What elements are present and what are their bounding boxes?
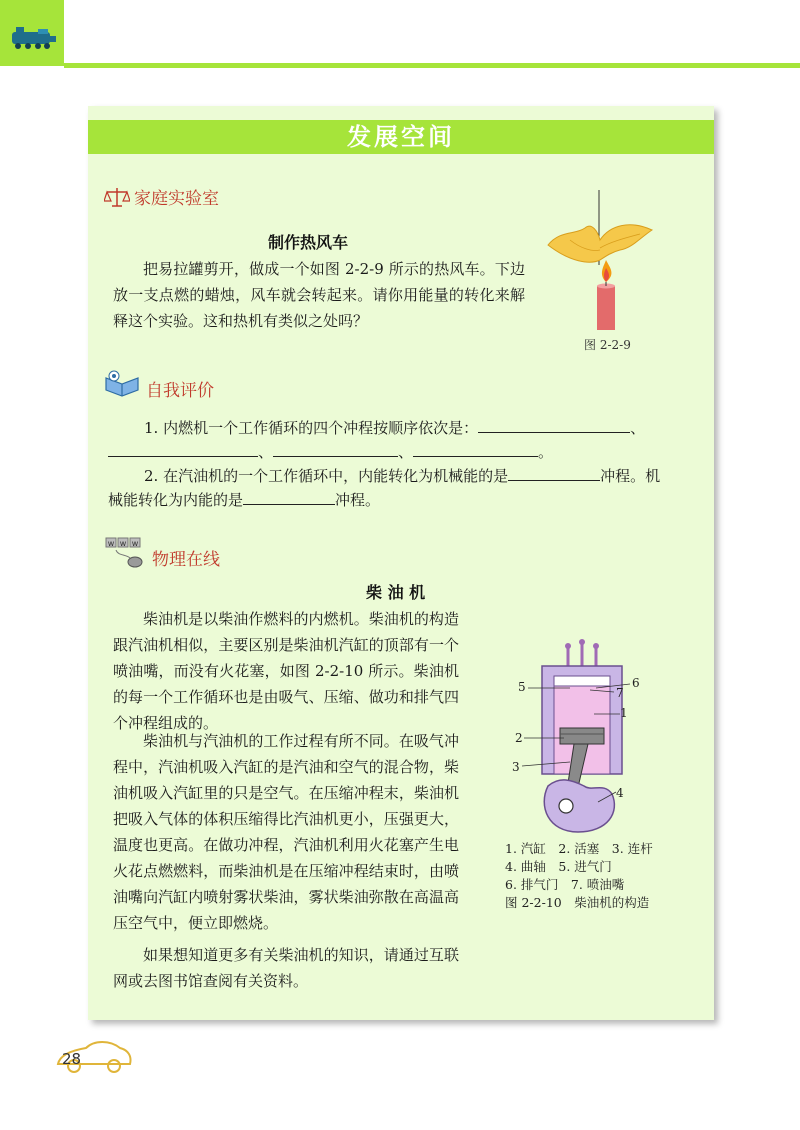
lab-heading: 家庭实验室 — [134, 189, 219, 209]
part-label-3: 3 — [512, 760, 520, 774]
answer-blank-1[interactable] — [478, 418, 630, 433]
period-1: 。 — [538, 443, 554, 461]
question-2-part-d: 冲程。 — [335, 491, 381, 509]
lab-text: 把易拉罐剪开，做成一个如图 2-2-9 所示的热风车。下边放一支点燃的蜡烛，风车就会转起来。请你用能量的转化来解释这个实验。这和热机有类似之处吗？ — [113, 260, 525, 330]
comma-2: 、 — [258, 443, 274, 461]
online-heading: 物理在线 — [152, 550, 220, 570]
windmill-candle-figure — [540, 190, 660, 338]
top-bar — [0, 0, 800, 72]
question-2-part-a: 2. 在汽油机的一个工作循环中，内能转化为机械能的是 — [144, 467, 509, 485]
part-label-6: 6 — [632, 676, 640, 690]
figure-2-2-10-caption: 图 2-2-10 柴油机的构造 — [505, 895, 650, 910]
comma-1: 、 — [630, 419, 646, 437]
train-icon — [8, 24, 58, 52]
svg-text:w: w — [131, 539, 139, 548]
section-title: 发展空间 — [88, 120, 714, 154]
part-label-7: 7 — [616, 686, 624, 700]
scale-icon — [104, 186, 130, 208]
online-paragraph-2: 柴油机与汽油机的工作过程有所不同。在吸气冲程中，汽油机吸入汽缸的是汽油和空气的混合物，柴油机吸入汽缸里的只是空气。在压缩冲程末，柴油机把吸入气体的体积压缩得比汽油机更小，压强更大，温度也更高。在做功冲程，汽油机利用火花塞产生电火花点燃燃料，而柴油机是在压缩冲程结束时，由喷油嘴向汽缸内喷射雾状柴油，雾状柴油弥散在高温高压空气中，便立即燃烧。 — [113, 732, 459, 932]
question-1-line-2 — [108, 442, 553, 462]
answer-blank-6[interactable] — [243, 490, 335, 505]
diesel-engine-figure — [508, 636, 668, 836]
answer-blank-5[interactable] — [508, 466, 600, 481]
question-2-part-b: 冲程。机 — [600, 467, 661, 485]
figure-2-2-9-caption: 图 2-2-9 — [584, 338, 631, 352]
top-rule — [64, 63, 800, 68]
question-2-part-c: 械能转化为内能的是 — [108, 491, 244, 509]
question-2-line-1 — [144, 466, 660, 486]
page-number: 28 — [62, 1050, 82, 1068]
svg-text:w: w — [107, 539, 115, 548]
diesel-legend — [505, 840, 653, 912]
part-label-5: 5 — [518, 680, 526, 694]
www-mouse-icon — [104, 536, 148, 570]
answer-blank-4[interactable] — [413, 442, 538, 457]
book-icon — [104, 370, 140, 398]
legend-line-1: 1. 汽缸 2. 活塞 3. 连杆 — [505, 841, 653, 856]
question-1-prefix: 1. 内燃机一个工作循环的四个冲程按顺序依次是： — [144, 419, 479, 437]
online-paragraph-1: 柴油机是以柴油作燃料的内燃机。柴油机的构造跟汽油机相似，主要区别是柴油机汽缸的顶部有一个喷油嘴，而没有火花塞，如图 2-2-10 所示。柴油机的每一个工作循环也是由吸气、压缩、做功和排气四个冲程组成的。 — [113, 610, 459, 732]
comma-3: 、 — [398, 443, 414, 461]
answer-blank-3[interactable] — [273, 442, 398, 457]
self-eval-heading: 自我评价 — [146, 381, 214, 401]
online-article-title: 柴 油 机 — [366, 583, 426, 602]
answer-blank-2[interactable] — [108, 442, 258, 457]
legend-line-2: 4. 曲轴 5. 进气门 — [505, 859, 612, 874]
online-paragraph-3: 如果想知道更多有关柴油机的知识，请通过互联网或去图书馆查阅有关资料。 — [113, 946, 459, 990]
question-2-line-2 — [108, 490, 380, 510]
part-label-2: 2 — [515, 731, 523, 745]
part-label-1: 1 — [620, 706, 628, 720]
question-1-line-1 — [144, 418, 645, 438]
lab-article-title: 制作热风车 — [268, 233, 349, 252]
legend-line-3: 6. 排气门 7. 喷油嘴 — [505, 877, 625, 892]
part-label-4: 4 — [616, 786, 624, 800]
svg-text:w: w — [119, 539, 127, 548]
